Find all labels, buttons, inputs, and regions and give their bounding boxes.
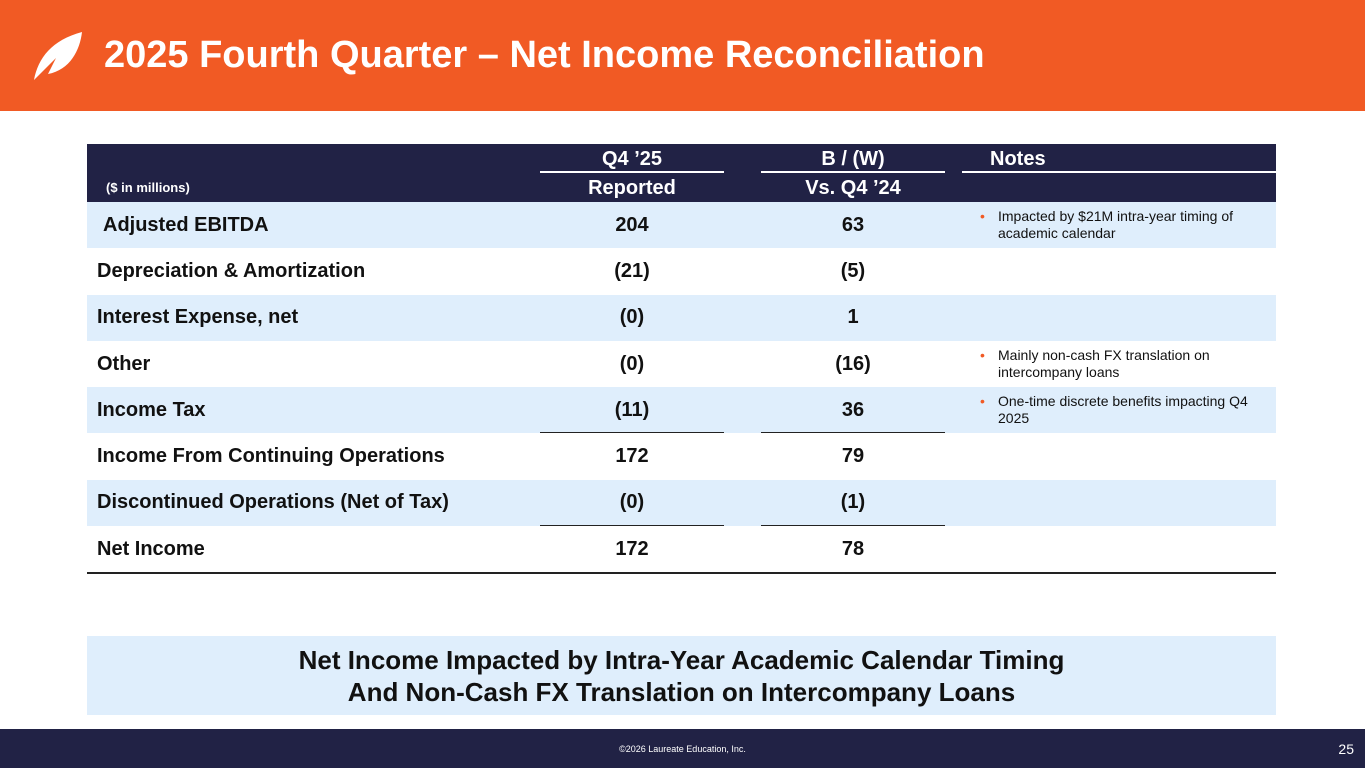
row-note	[980, 208, 1270, 242]
q4-reported-value: 172	[615, 445, 649, 468]
col-q4-header: Q4 ’25	[601, 148, 663, 170]
callout-line-2: And Non-Cash FX Translation on Intercompany Loans	[347, 676, 1016, 707]
bw-vs-prior-value: 79	[841, 445, 865, 468]
bw-vs-prior-value: 1	[847, 306, 859, 329]
note-text: Mainly non-cash FX translation on intercompany loans	[998, 346, 1210, 380]
table-row	[87, 433, 1276, 479]
bw-vs-prior-value: (16)	[835, 352, 871, 375]
row-label: Net Income	[97, 537, 205, 560]
col-bw-subheader: Vs. Q4 ’24	[805, 177, 901, 199]
note-text: One-time discrete benefits impacting Q4 2025	[998, 393, 1248, 427]
bw-vs-prior-value: 63	[841, 213, 865, 236]
bullet-icon: •	[980, 393, 985, 410]
row-note	[980, 347, 1270, 381]
row-label: Depreciation & Amortization	[97, 259, 366, 282]
table-row	[87, 526, 1276, 572]
unit-label: ($ in millions)	[106, 180, 190, 195]
footer-bar	[0, 729, 1365, 768]
bw-vs-prior-value: (1)	[840, 491, 866, 514]
col-notes-header: Notes	[990, 148, 1046, 170]
row-label: Adjusted EBITDA	[103, 213, 269, 236]
callout-line-1: Net Income Impacted by Intra-Year Academic Calendar Timing	[298, 644, 1065, 675]
q4-reported-value: (11)	[614, 398, 650, 421]
note-text: Impacted by $21M intra-year timing of academic calendar	[998, 208, 1233, 241]
page-number: 25	[1338, 741, 1354, 757]
table-row	[87, 202, 1276, 248]
header-divider	[761, 171, 945, 173]
page-title: 2025 Fourth Quarter – Net Income Reconciliation	[104, 34, 985, 76]
summary-callout	[87, 636, 1276, 715]
row-label: Discontinued Operations (Net of Tax)	[97, 491, 449, 514]
title-bar	[0, 0, 1365, 111]
row-label: Income Tax	[97, 398, 206, 421]
table-row	[87, 387, 1276, 433]
q4-reported-value: (21)	[614, 259, 650, 282]
bw-vs-prior-value: 36	[841, 398, 865, 421]
row-label: Interest Expense, net	[97, 306, 299, 329]
bw-vs-prior-value: (5)	[840, 259, 866, 282]
col-q4-subheader: Reported	[588, 177, 676, 199]
q4-reported-value: (0)	[619, 306, 645, 329]
table-row	[87, 341, 1276, 387]
copyright-text: ©2026 Laureate Education, Inc.	[619, 744, 746, 754]
q4-reported-value: (0)	[619, 352, 645, 375]
table-row	[87, 295, 1276, 341]
table-body	[87, 202, 1276, 572]
table-row	[87, 248, 1276, 294]
bw-vs-prior-value: 78	[841, 537, 865, 560]
q4-reported-value: 204	[615, 213, 649, 236]
header-divider	[962, 171, 1276, 173]
row-label: Income From Continuing Operations	[97, 445, 445, 468]
header-divider	[540, 171, 724, 173]
table-row	[87, 480, 1276, 526]
laureate-leaf-logo-icon	[30, 28, 86, 84]
bullet-icon: •	[980, 346, 985, 363]
bullet-icon: •	[980, 208, 985, 224]
q4-reported-value: (0)	[619, 491, 645, 514]
row-label: Other	[97, 352, 151, 375]
q4-reported-value: 172	[615, 537, 649, 560]
table-header	[87, 144, 1276, 202]
reconciliation-table	[87, 144, 1276, 574]
row-note	[980, 393, 1270, 427]
table-bottom-rule	[87, 572, 1276, 574]
col-bw-header: B / (W)	[821, 148, 885, 170]
